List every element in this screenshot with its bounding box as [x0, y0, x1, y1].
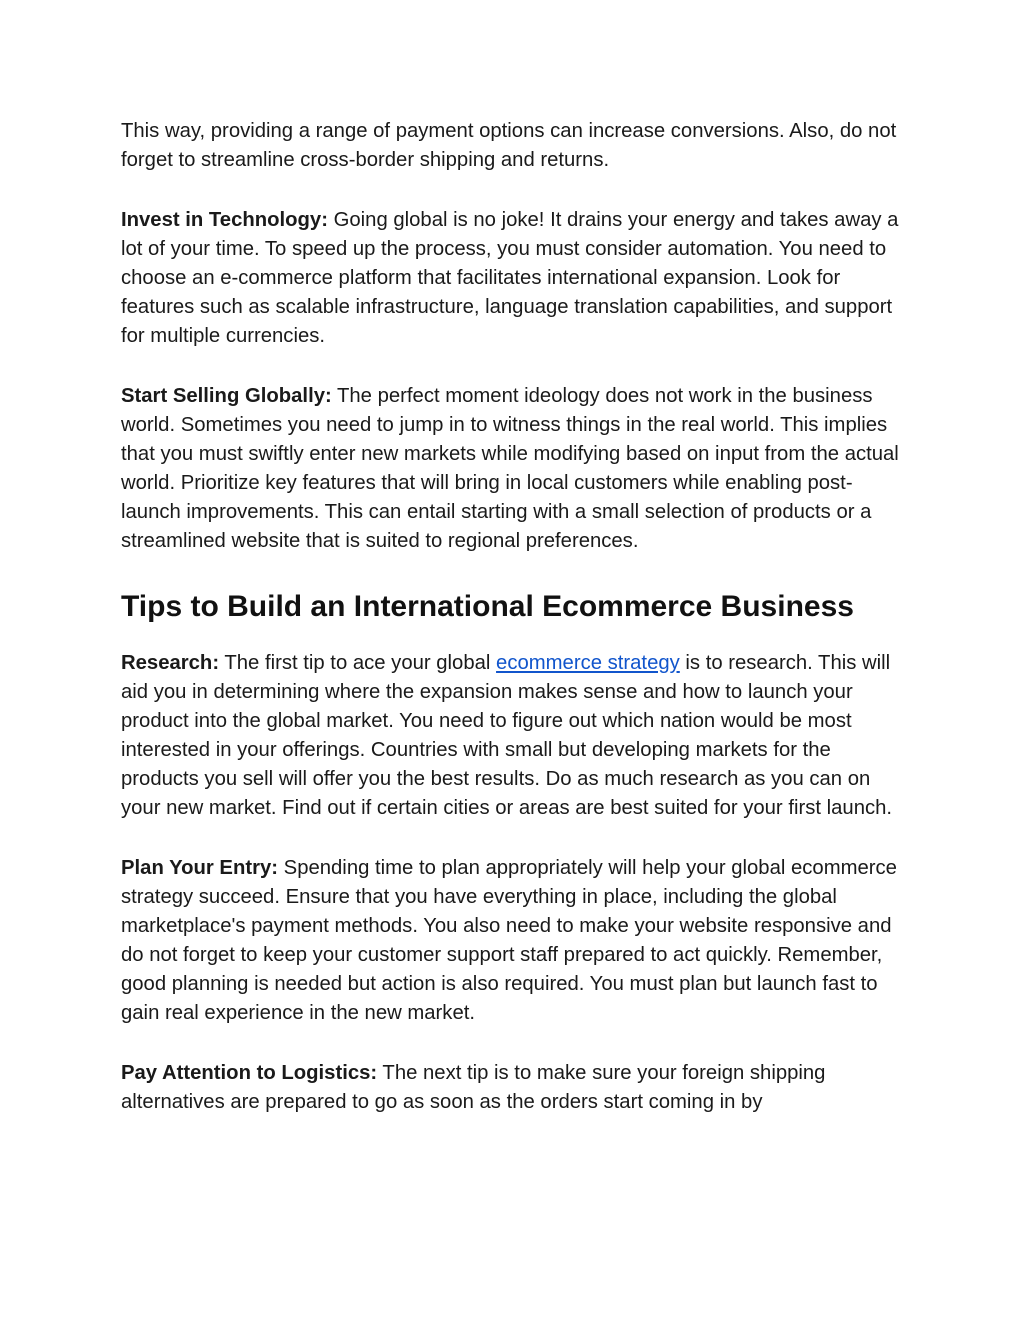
- paragraph-payment-options: [121, 117, 911, 175]
- paragraph-lead: Invest in Technology:: [121, 209, 328, 231]
- paragraph-lead: Start Selling Globally:: [121, 385, 332, 407]
- paragraph-text: The first tip to ace your global: [219, 652, 497, 674]
- paragraph-research: [121, 649, 911, 823]
- paragraph-lead: Plan Your Entry:: [121, 857, 279, 879]
- document-page: [121, 117, 911, 1148]
- paragraph-text: is to research. This will aid you in determining where the expansion makes sense and how to launch your product into the global market. You need to figure out which nation would be most interested in your offerings. Countries with small but developing markets for the products you sell will offer you the best results. Do as much research as you can on your new market. Find out if certain cities or areas are best suited for your first launch.: [121, 652, 893, 819]
- paragraph-text: The perfect moment ideology does not work in the business world. Sometimes you need to jump in to witness things in the real world. This implies that you must swiftly enter new markets while modifying based on input from the actual world. Prioritize key features that will bring in local customers while enabling post-launch improvements. This can entail starting with a small selection of products or a streamlined website that is suited to regional preferences.: [121, 385, 899, 552]
- paragraph-text: Spending time to plan appropriately will help your global ecommerce strategy succeed. Ensure that you have everything in place, including the global marketplace's payment methods. You also need to make your website responsive and do not forget to keep your customer support staff prepared to act quickly. Remember, good planning is needed but action is also required. You must plan but launch fast to gain real experience in the new market.: [121, 857, 897, 1024]
- paragraph-text: This way, providing a range of payment options can increase conversions. Also, do not forget to streamline cross-border shipping and returns.: [121, 120, 897, 171]
- paragraph-start-selling-globally: [121, 382, 911, 556]
- paragraph-lead: Research:: [121, 652, 220, 674]
- section-heading: Tips to Build an International Ecommerce Business: [121, 590, 854, 623]
- paragraph-pay-attention-to-logistics: [121, 1059, 911, 1117]
- paragraph-text: The next tip is to make sure your foreign shipping alternatives are prepared to go as soon as the orders start coming in by: [121, 1062, 826, 1113]
- paragraph-text: Going global is no joke! It drains your energy and takes away a lot of your time. To speed up the process, you must consider automation. You need to choose an e-commerce platform that facilitates international expansion. Look for features such as scalable infrastructure, language translation capabilities, and support for multiple currencies.: [121, 209, 899, 347]
- paragraph-plan-your-entry: [121, 854, 911, 1028]
- paragraph-invest-in-technology: [121, 206, 911, 351]
- ecommerce-strategy-link[interactable]: ecommerce strategy: [496, 652, 680, 674]
- paragraph-lead: Pay Attention to Logistics:: [121, 1062, 378, 1084]
